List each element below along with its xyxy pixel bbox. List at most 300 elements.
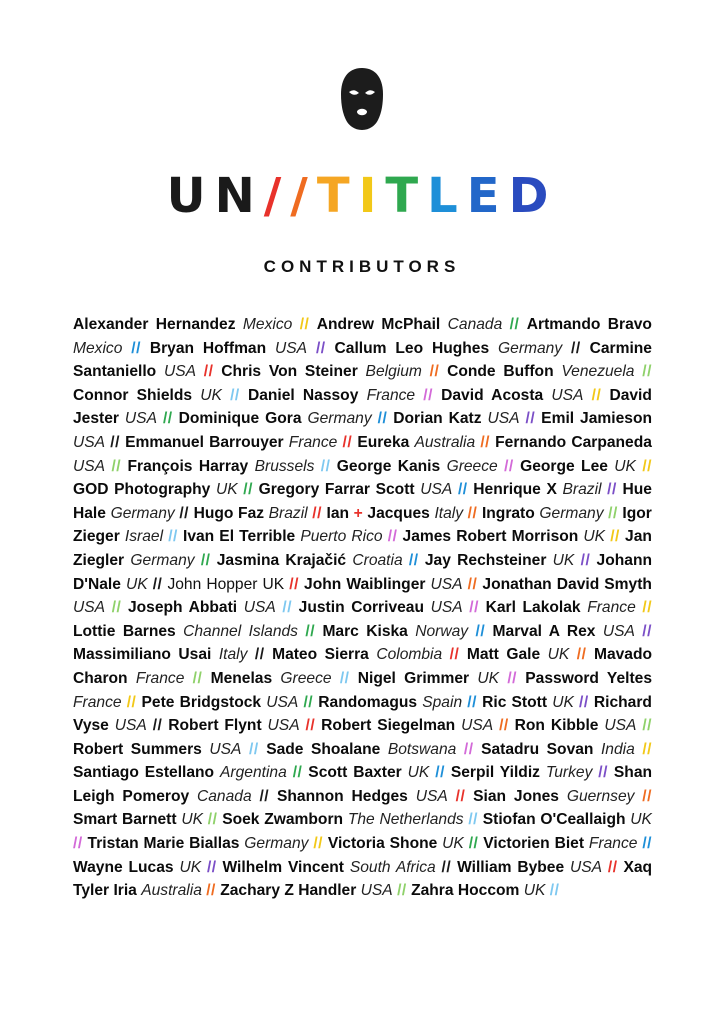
separator: // (110, 433, 120, 451)
contributor-country: Germany (110, 504, 175, 522)
contributor-country: USA (420, 481, 453, 499)
separator: // (468, 835, 479, 853)
separator: // (642, 835, 652, 853)
separator: // (397, 882, 407, 900)
contributor-name: Shan Leigh Pomeroy (73, 764, 653, 805)
contributor-entry (393, 410, 519, 427)
contributor-entry (221, 363, 422, 380)
balaclava-mask-icon (337, 66, 387, 132)
separator: // (642, 599, 653, 617)
contributor-country: UK (179, 858, 202, 876)
contributor-name: Johann D'Nale (73, 551, 652, 593)
separator: // (610, 528, 620, 546)
contributor-name: GOD Photography (73, 481, 211, 499)
contributor-entry (73, 646, 247, 663)
contributor-name: David Jester (73, 386, 652, 428)
contributor-name: Dorian Katz (393, 410, 482, 428)
contributor-entry (358, 670, 499, 687)
contributor-country: South Africa (349, 858, 436, 876)
contributor-entry (73, 623, 298, 640)
separator: // (111, 457, 122, 475)
contributor-entry (266, 741, 456, 758)
contributor-entry (403, 528, 606, 545)
separator: // (152, 717, 163, 735)
contributor-name: George Lee (520, 457, 608, 475)
contributor-country: UK (125, 575, 148, 593)
contributor-country: Germany (307, 410, 372, 428)
separator: // (192, 669, 203, 687)
separator: // (248, 740, 259, 758)
separator: // (73, 835, 83, 853)
contributor-country: USA (415, 787, 448, 805)
contributor-country: France (135, 669, 185, 687)
contributor-name: Tristan Marie Biallas (87, 835, 240, 853)
separator: // (509, 316, 520, 333)
separator: // (441, 858, 452, 876)
contributor-name: Hue Hale (73, 481, 652, 522)
contributor-name: Hugo Faz (193, 504, 265, 522)
separator: // (423, 386, 433, 404)
contributor-country: Italy (434, 504, 464, 522)
logo-letter: T (316, 168, 359, 224)
contributor-name: Eureka (357, 433, 410, 451)
contributor-country: USA (275, 339, 308, 357)
contributor-entry (272, 646, 442, 663)
contributor-entry (73, 811, 203, 828)
contributor-country: France (288, 433, 338, 451)
contributor-country: Mexico (242, 316, 293, 333)
contributor-country: Israel (124, 528, 164, 546)
separator: // (607, 858, 618, 876)
separator: // (312, 504, 322, 522)
contributor-name: Artmando Bravo (526, 316, 652, 333)
contributor-entry (322, 623, 468, 640)
contributor-entry (125, 434, 337, 451)
contributor-entry (259, 481, 453, 498)
contributor-entry (211, 670, 332, 687)
contributor-country: Germany (130, 551, 195, 569)
contributor-name: Victoria Shone (327, 835, 438, 853)
contributor-country: Greece (446, 457, 498, 475)
contributor-entry (73, 764, 287, 781)
contributor-name: Jasmina Krajačić (216, 551, 347, 569)
contributor-country: UK (523, 882, 546, 900)
contributor-entry (222, 811, 463, 828)
separator: // (206, 858, 217, 876)
contributor-country: USA (551, 386, 584, 404)
separator: // (468, 811, 478, 829)
contributor-country: USA (73, 599, 106, 617)
separator: // (642, 717, 652, 735)
contributor-entry (128, 599, 276, 616)
contributor-country: France (587, 599, 636, 617)
contributor-name: Karl Lakolak (485, 599, 581, 617)
contributor-country: UK (477, 669, 500, 687)
contributor-entry (481, 741, 635, 758)
contributor-name: Smart Barnett (73, 811, 177, 829)
contributor-country: UK (262, 575, 285, 593)
contributor-country: Croatia (352, 551, 403, 569)
contributor-name: Wilhelm Vincent (222, 858, 344, 876)
separator: // (377, 410, 388, 428)
separator: // (299, 316, 310, 333)
separator: // (642, 787, 652, 805)
contributor-entry (183, 528, 383, 545)
contributor-country: Italy (218, 646, 248, 664)
logo-letter: / (263, 168, 291, 224)
contributor-entry (483, 835, 637, 852)
contributor-country: USA (602, 622, 635, 640)
contributor-entry (73, 741, 241, 758)
contributor-name: Gregory Farrar Scott (258, 481, 415, 499)
contributor-name: Connor Shields (73, 386, 193, 404)
contributor-country: UK (442, 835, 464, 853)
contributor-country: Australia (414, 433, 476, 451)
contributor-entry (194, 505, 308, 522)
contributor-name: Massimiliano Usai (73, 646, 212, 664)
contributor-name: James Robert Morrison (402, 528, 579, 546)
contributor-entry (304, 576, 463, 593)
contributor-name: Randomagus (318, 693, 418, 711)
contributor-name: Scott Baxter (308, 764, 402, 782)
contributor-name: Jan Ziegler (73, 528, 652, 569)
contributor-country: Botswana (387, 740, 457, 758)
contributor-name: Zachary Z Handler (220, 882, 357, 900)
contributor-country: Turkey (545, 764, 593, 782)
contributor-name: Ivan El Terrible (182, 528, 296, 546)
contributor-country: UK (547, 646, 570, 664)
separator: // (642, 740, 652, 758)
contributor-entry (168, 717, 299, 734)
contributor-country: Mexico (73, 339, 123, 357)
contributor-name: Robert Flynt (168, 717, 262, 735)
contributor-country: Venezuela (561, 363, 635, 381)
separator: // (179, 504, 189, 522)
logo-letter: D (508, 168, 558, 224)
separator: // (203, 363, 214, 381)
separator: // (607, 481, 617, 499)
contributor-country: USA (570, 858, 603, 876)
untitled-logo (0, 168, 724, 224)
contributor-name: Chris Von Steiner (221, 363, 358, 381)
contributor-entry (277, 788, 448, 805)
logo-letter: I (358, 168, 386, 224)
separator: // (282, 599, 293, 617)
contributor-entry (179, 410, 372, 427)
plus-sign: + (349, 504, 368, 522)
separator: // (200, 551, 211, 569)
contributor-entry (318, 694, 462, 711)
separator: // (206, 882, 216, 900)
contributor-country: UK (215, 481, 238, 499)
contributor-name: Santiago Estellano (73, 764, 215, 782)
contributor-entry (447, 363, 634, 380)
separator: // (598, 764, 608, 782)
logo-letter: T (385, 168, 428, 224)
contributor-name: Mavado Charon (73, 646, 653, 687)
contributor-country: USA (360, 882, 393, 900)
separator: // (576, 646, 587, 664)
contributor-entry (441, 387, 583, 404)
contributor-name: Robert Summers (73, 740, 202, 758)
separator: // (429, 363, 440, 381)
separator: // (455, 787, 466, 805)
contributor-entry (411, 882, 545, 899)
separator: // (463, 740, 474, 758)
separator: // (315, 339, 326, 357)
contributor-entry (328, 835, 464, 852)
contributor-name: Conde Buffon (447, 363, 554, 381)
contributor-entry (88, 835, 309, 852)
contributor-name: Fernando Carpaneda (495, 433, 652, 451)
contributor-name: Lottie Barnes (73, 622, 176, 640)
contributor-name: Ron Kibble (514, 717, 599, 735)
separator: // (499, 717, 509, 735)
separator: // (292, 764, 303, 782)
logo-letter: / (290, 168, 317, 224)
contributor-name: Password Yeltes (525, 669, 653, 687)
contributor-country: Brussels (254, 457, 315, 475)
contributor-name: Andrew McPhail (316, 316, 441, 333)
separator: // (230, 386, 240, 404)
contributor-country: The Netherlands (347, 811, 464, 829)
contributor-name: Wayne Lucas (73, 858, 174, 876)
contributor-country: USA (73, 457, 106, 475)
logo-letter: L (427, 168, 467, 224)
contributor-country: USA (266, 693, 299, 711)
contributor-name: Igor Zieger (73, 504, 652, 546)
separator: // (305, 717, 316, 735)
contributor-entry (357, 434, 475, 451)
logo-letter: U (166, 168, 215, 224)
separator: // (449, 646, 460, 664)
contributor-entry (483, 811, 652, 828)
separator: // (457, 481, 468, 499)
contributor-country: USA (487, 410, 520, 428)
contributor-entry (335, 340, 563, 357)
contributor-country: Channel Islands (183, 622, 298, 640)
separator: // (243, 481, 253, 499)
separator: // (408, 551, 419, 569)
contributor-country: USA (461, 717, 494, 735)
contributor-entry (299, 599, 463, 616)
separator: // (131, 339, 141, 357)
contributor-country: Australia (141, 882, 202, 900)
contributor-name: Sian Jones (473, 787, 559, 805)
contributor-name: Soek Zwamborn (222, 811, 344, 829)
separator: // (435, 764, 445, 782)
contributor-country: UK (552, 693, 574, 711)
contributor-country: Germany (244, 835, 309, 853)
contributor-name: Jonathan David Smyth (482, 575, 652, 593)
contributor-country: India (600, 740, 635, 758)
separator: // (259, 787, 270, 805)
contributor-name: Jay Rechsteiner (424, 551, 547, 569)
contributor-country: USA (430, 599, 463, 617)
contributor-country: Germany (539, 504, 604, 522)
contributor-name: Robert Siegelman (321, 717, 456, 735)
contributor-country: Norway (415, 622, 469, 640)
contributor-country: USA (124, 410, 157, 428)
contributor-name: Nigel Grimmer (357, 669, 470, 687)
contributor-country: UK (583, 528, 606, 546)
contributor-country: Brazil (562, 481, 602, 499)
separator: // (591, 386, 602, 404)
contributor-country: USA (73, 433, 106, 451)
separator: // (467, 575, 478, 593)
contributor-entry (73, 481, 238, 498)
contributor-country: Canada (197, 787, 252, 805)
contributor-name: Satadru Sovan (481, 740, 594, 758)
contributor-name: Callum Leo Hughes (334, 339, 490, 357)
contributor-entry (220, 882, 392, 899)
separator: // (525, 410, 536, 428)
separator: // (305, 622, 316, 640)
contributor-name: Ingrato (481, 504, 535, 522)
contributor-country: USA (243, 599, 276, 617)
separator: // (580, 551, 591, 569)
contributor-entry (473, 788, 634, 805)
contributor-country: USA (209, 740, 242, 758)
separator: // (579, 693, 589, 711)
separator: // (162, 410, 173, 428)
contributor-name: Bryan Hoffman (149, 339, 267, 357)
contributor-country: Argentina (220, 764, 287, 782)
contributor-entry (127, 458, 314, 475)
contributor-country: Spain (422, 693, 463, 711)
contributor-entry (482, 694, 574, 711)
contributor-name: Xaq Tyler Iria (73, 858, 653, 900)
contributor-entry (150, 340, 307, 357)
contributor-entry (467, 646, 569, 663)
contributor-name: François Harray (127, 457, 249, 475)
contributor-entry (248, 387, 415, 404)
contributor-name: Carmine Santaniello (73, 339, 652, 381)
contributor-country: Germany (498, 339, 563, 357)
contributor-entry (457, 859, 602, 876)
contributor-country: UK (614, 457, 636, 475)
contributor-entry (520, 458, 636, 475)
separator: // (342, 433, 353, 451)
contributor-country: UK (200, 386, 222, 404)
separator: // (467, 693, 477, 711)
contributors-list (73, 313, 652, 903)
separator: // (320, 457, 331, 475)
contributor-entry: Ian + Jacques Italy (326, 504, 464, 522)
contributor-country: UK (552, 551, 575, 569)
contributor-name: David Acosta (441, 386, 544, 404)
contributor-entry (142, 694, 299, 711)
separator: // (111, 599, 122, 617)
contributor-entry (167, 576, 284, 593)
contributor-entry (222, 859, 435, 876)
logo-letter: N (214, 168, 264, 224)
contributor-name: Marval A Rex (492, 622, 596, 640)
contributor-country: USA (267, 717, 300, 735)
contributor-entry (493, 623, 635, 640)
contributor-entry (482, 505, 604, 522)
contributor-country: USA (114, 717, 147, 735)
separator: // (642, 622, 652, 640)
contributor-name: Richard Vyse (73, 693, 652, 735)
contributor-name: John Waiblinger (304, 575, 426, 593)
contributor-name: Stiofan O'Ceallaigh (482, 811, 626, 829)
separator: // (313, 835, 323, 853)
contributor-name: George Kanis (336, 457, 441, 475)
separator: // (504, 457, 514, 475)
separator: // (475, 622, 486, 640)
separator: // (571, 339, 581, 357)
contributor-entry (425, 552, 574, 569)
contributor-name: Marc Kiska (322, 622, 408, 640)
separator: // (642, 457, 652, 475)
separator: // (289, 575, 299, 593)
contributor-name: Mateo Sierra (272, 646, 369, 664)
contributor-entry (515, 717, 637, 734)
contributor-name: Dominique Gora (178, 410, 302, 428)
contributor-entry (317, 316, 503, 333)
contributor-name: Joseph Abbati (127, 599, 238, 617)
separator: // (152, 575, 163, 593)
contributor-name: Victorien Biet (483, 835, 585, 853)
contributor-name: Alexander Hernandez (73, 316, 236, 333)
separator: // (207, 811, 218, 829)
contributor-name: Emil Jamieson (541, 410, 652, 428)
contributor-name: Daniel Nassoy (247, 386, 359, 404)
separator: // (254, 646, 265, 664)
contributor-name: Ric Stott (482, 693, 548, 711)
contributors-heading: CONTRIBUTORS (263, 257, 461, 276)
contributor-country: France (73, 693, 122, 711)
contributor-name: Emmanuel Barrouyer (125, 433, 284, 451)
contributor-name: Serpil Yildiz (450, 764, 540, 782)
contributor-name: John Hopper (167, 575, 258, 593)
contributor-name: Pete Bridgstock (141, 693, 262, 711)
contributor-country: UK (181, 811, 203, 829)
contributor-country: France (588, 835, 638, 853)
contributor-entry (73, 316, 292, 333)
separator: // (168, 528, 178, 546)
contributor-entry (473, 481, 601, 498)
contributor-name: Matt Gale (466, 646, 541, 664)
contributor-entry (321, 717, 493, 734)
logo-letter: E (466, 168, 509, 224)
contributor-country: USA (430, 575, 463, 593)
contributor-name: William Bybee (457, 858, 565, 876)
separator: // (549, 882, 560, 900)
contributor-name: Zahra Hoccom (411, 882, 520, 900)
contributor-country: USA (163, 363, 197, 381)
contributor-country: France (366, 386, 416, 404)
contributor-country: Guernsey (566, 787, 635, 805)
contributor-name: Sade Shoalane (266, 740, 381, 758)
contributor-entry (217, 552, 403, 569)
contributor-country: Brazil (268, 504, 308, 522)
separator: // (126, 693, 137, 711)
contributor-entry (337, 458, 498, 475)
contributor-country: UK (407, 764, 430, 782)
contributor-entry (73, 387, 222, 404)
contributor-country: Greece (280, 669, 332, 687)
separator: // (303, 693, 314, 711)
contributor-name: Menelas (210, 669, 273, 687)
separator: // (387, 528, 398, 546)
separator: // (608, 504, 618, 522)
contributor-country: Puerto Rico (300, 528, 383, 546)
contributor-country: Belgium (365, 363, 422, 381)
contributor-entry (486, 599, 636, 616)
separator: // (467, 504, 478, 522)
